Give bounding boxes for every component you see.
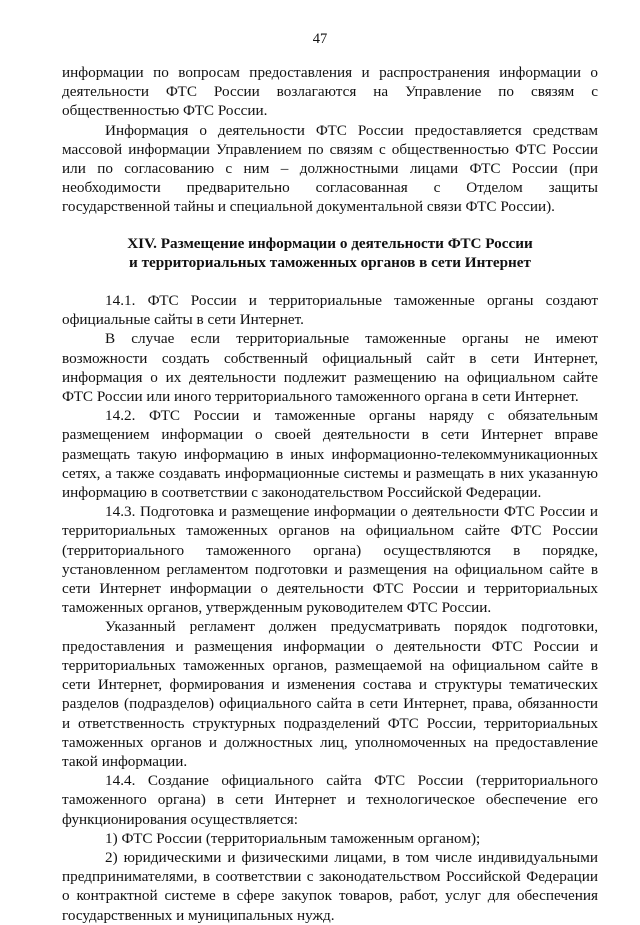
paragraph-14-4: 14.4. Создание официального сайта ФТС России (территориального таможенного органа) в сети Интернет и технологическое обеспечение его функционирования осуществляется: xyxy=(62,772,598,828)
page-number: 47 xyxy=(312,31,328,47)
section-heading-line-1: XIV. Размещение информации о деятельности ФТС России xyxy=(127,234,533,252)
paragraph-regulation: Указанный регламент должен предусматривать порядок подготовки, предоставления и размещения информации о деятельности ФТС России и территориальных таможенных органов, размещаемой на официальном сайте в сети Интернет, формирования и изменения состава и структуры тематических разделов (подразделов) официального сайта в сети Интернет, права, обязанности и ответственность структурных подразделений ФТС России, территориальных таможенных органов и должностных лиц, уполномоченных на предоставление такой информации. xyxy=(62,618,598,770)
list-item-1: 1) ФТС России (территориальным таможенным органом); xyxy=(105,829,481,847)
document-body xyxy=(62,63,598,925)
section-heading xyxy=(62,234,598,272)
paragraph-14-1: 14.1. ФТС России и территориальные таможенные органы создают официальные сайты в сети Интернет. xyxy=(62,292,598,329)
paragraph-14-3: 14.3. Подготовка и размещение информации о деятельности ФТС России и территориальных таможенных органов на официальном сайте ФТС России (территориального таможенного органа) осуществляются в порядке, установленном регламентом подготовки и размещения на официальном сайте в сети Интернет информации о деятельности ФТС России и территориальных таможенных органов, утвержденным руководителем ФТС России. xyxy=(62,503,598,617)
list-item-2: 2) юридическими и физическими лицами, в том числе индивидуальными предпринимателями, в соответствии с законодательством Российской Федерации о контрактной системе в сфере закупок товаров, работ, услуг для обеспечения государственных и муниципальных нужд. xyxy=(62,848,598,924)
paragraph-14-2: 14.2. ФТС России и таможенные органы наряду с обязательным размещением информации о своей деятельности в сети Интернет вправе размещать такую информацию в иных информационно-телекоммуникационных сетях, а также создавать информационные системы и размещать в них указанную информацию в соответствии с законодательством Российской Федерации. xyxy=(62,407,598,502)
paragraph-14-1-continued: В случае если территориальные таможенные органы не имеют возможности создать собственный официальный сайт в сети Интернет, информация о их деятельности подлежит размещению на официальном сайте ФТС России или иного территориального таможенного органа в сети Интернет. xyxy=(62,330,598,406)
intro-paragraph-1: информации по вопросам предоставления и распространения информации о деятельности ФТС России возлагаются на Управление по связям с общественностью ФТС России. xyxy=(62,64,598,120)
section-heading-line-2: и территориальных таможенных органов в сети Интернет xyxy=(129,253,531,271)
intro-paragraph-2: Информация о деятельности ФТС России предоставляется средствам массовой информации Управлением по связям с общественностью ФТС России или по согласованию с ним – должностными лицами ФТС России (при необходимости предварительно согласованная с Отделом защиты государственной тайны и специальной документальной связи ФТС России). xyxy=(62,121,598,216)
